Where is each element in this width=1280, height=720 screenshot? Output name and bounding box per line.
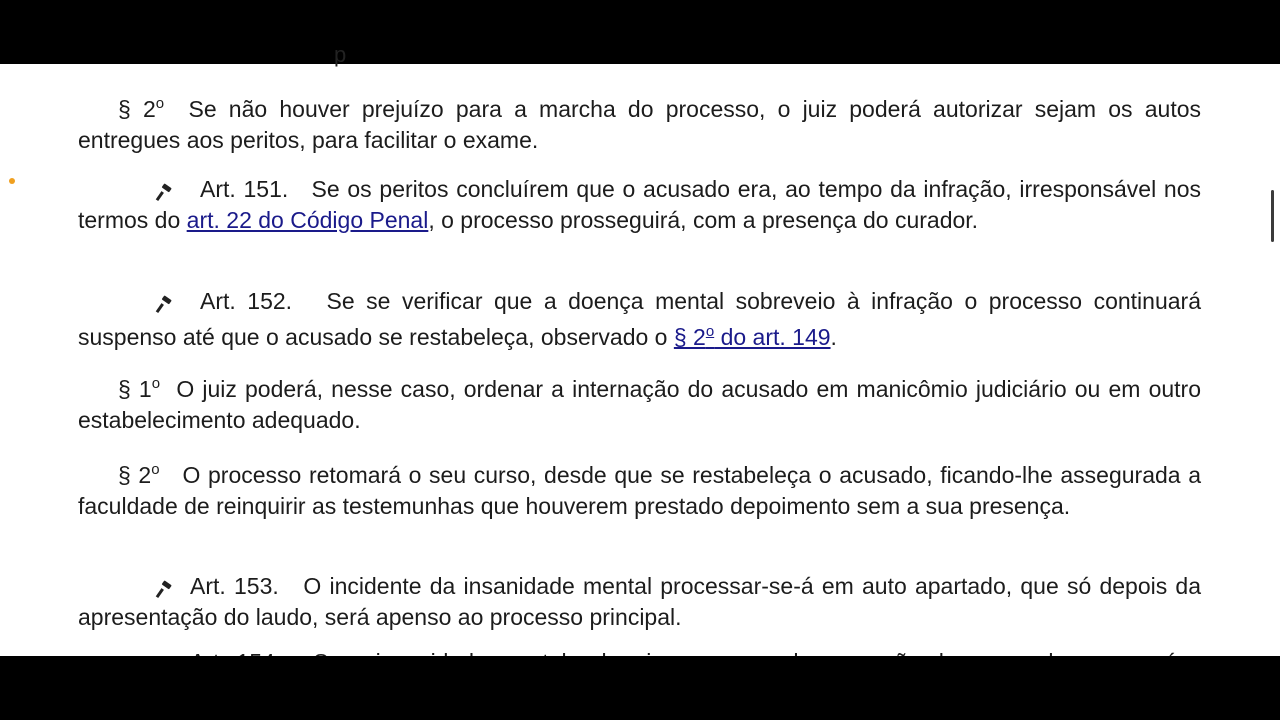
- hammer-icon: [156, 580, 178, 598]
- paragraph-section-1-art-152: [78, 374, 1201, 435]
- paragraph-text: Se se verificar que a doença mental sobreveio à infração o processo continuará suspenso até que o acusado se restabeleça, observado o: [78, 288, 1201, 350]
- paragraph-art-153: [78, 571, 1201, 632]
- link-art-22-codigo-penal[interactable]: art. 22 do Código Penal: [186, 206, 429, 233]
- document-page: [0, 42, 1280, 656]
- hammer-icon: [156, 183, 178, 201]
- paragraph-text-continued: .: [830, 324, 837, 350]
- paragraph-section-2-art-150: [78, 94, 1201, 155]
- section-number: § 1$^o$: [118, 375, 161, 402]
- section-number: § 2$^o$: [118, 95, 165, 122]
- paragraph-text: Se não houver prejuízo para a marcha do processo, o juiz poderá autorizar sejam os autos entregues aos peritos, para facilitar o exame.: [78, 96, 1201, 153]
- clipped-previous-line: p: [334, 42, 347, 67]
- annotation-marker[interactable]: [9, 178, 15, 184]
- paragraph-text: O processo retomará o seu curso, desde que se restabeleça o acusado, ficando-lhe assegurada a faculdade de reinquirir as testemunhas que houverem prestado depoimento sem a sua presença.: [78, 462, 1201, 519]
- paragraph-art-152: [78, 283, 1201, 355]
- article-number: Art. 153.: [190, 573, 279, 599]
- section-number: § 2$^o$: [118, 461, 160, 488]
- paragraph-text: Se os peritos concluírem que o acusado era, ao tempo da infração, irresponsável nos termos do: [78, 176, 1202, 233]
- paragraph-art-151: [78, 174, 1201, 235]
- paragraph-text-continued: , o processo prosseguirá, com a presença do curador.: [428, 206, 979, 233]
- paragraph-text: O incidente da insanidade mental processar-se-á em auto apartado, que só depois da apresentação do laudo, será apenso ao processo principal.: [78, 573, 1202, 630]
- hammer-icon: [156, 295, 178, 313]
- paragraph-text: O juiz poderá, nesse caso, ordenar a internação do acusado em manicômio judiciário ou em outro estabelecimento adequado.: [78, 376, 1201, 433]
- article-number: Art. 151.: [200, 176, 289, 202]
- paragraph-section-2-art-152: [78, 460, 1201, 521]
- bottom-letterbox: [0, 656, 1280, 720]
- scrollbar-thumb[interactable]: [1271, 190, 1274, 242]
- link-section-2-art-149[interactable]: § 2$^o$ do art. 149: [673, 323, 831, 350]
- article-number: Art. 152.: [200, 288, 293, 314]
